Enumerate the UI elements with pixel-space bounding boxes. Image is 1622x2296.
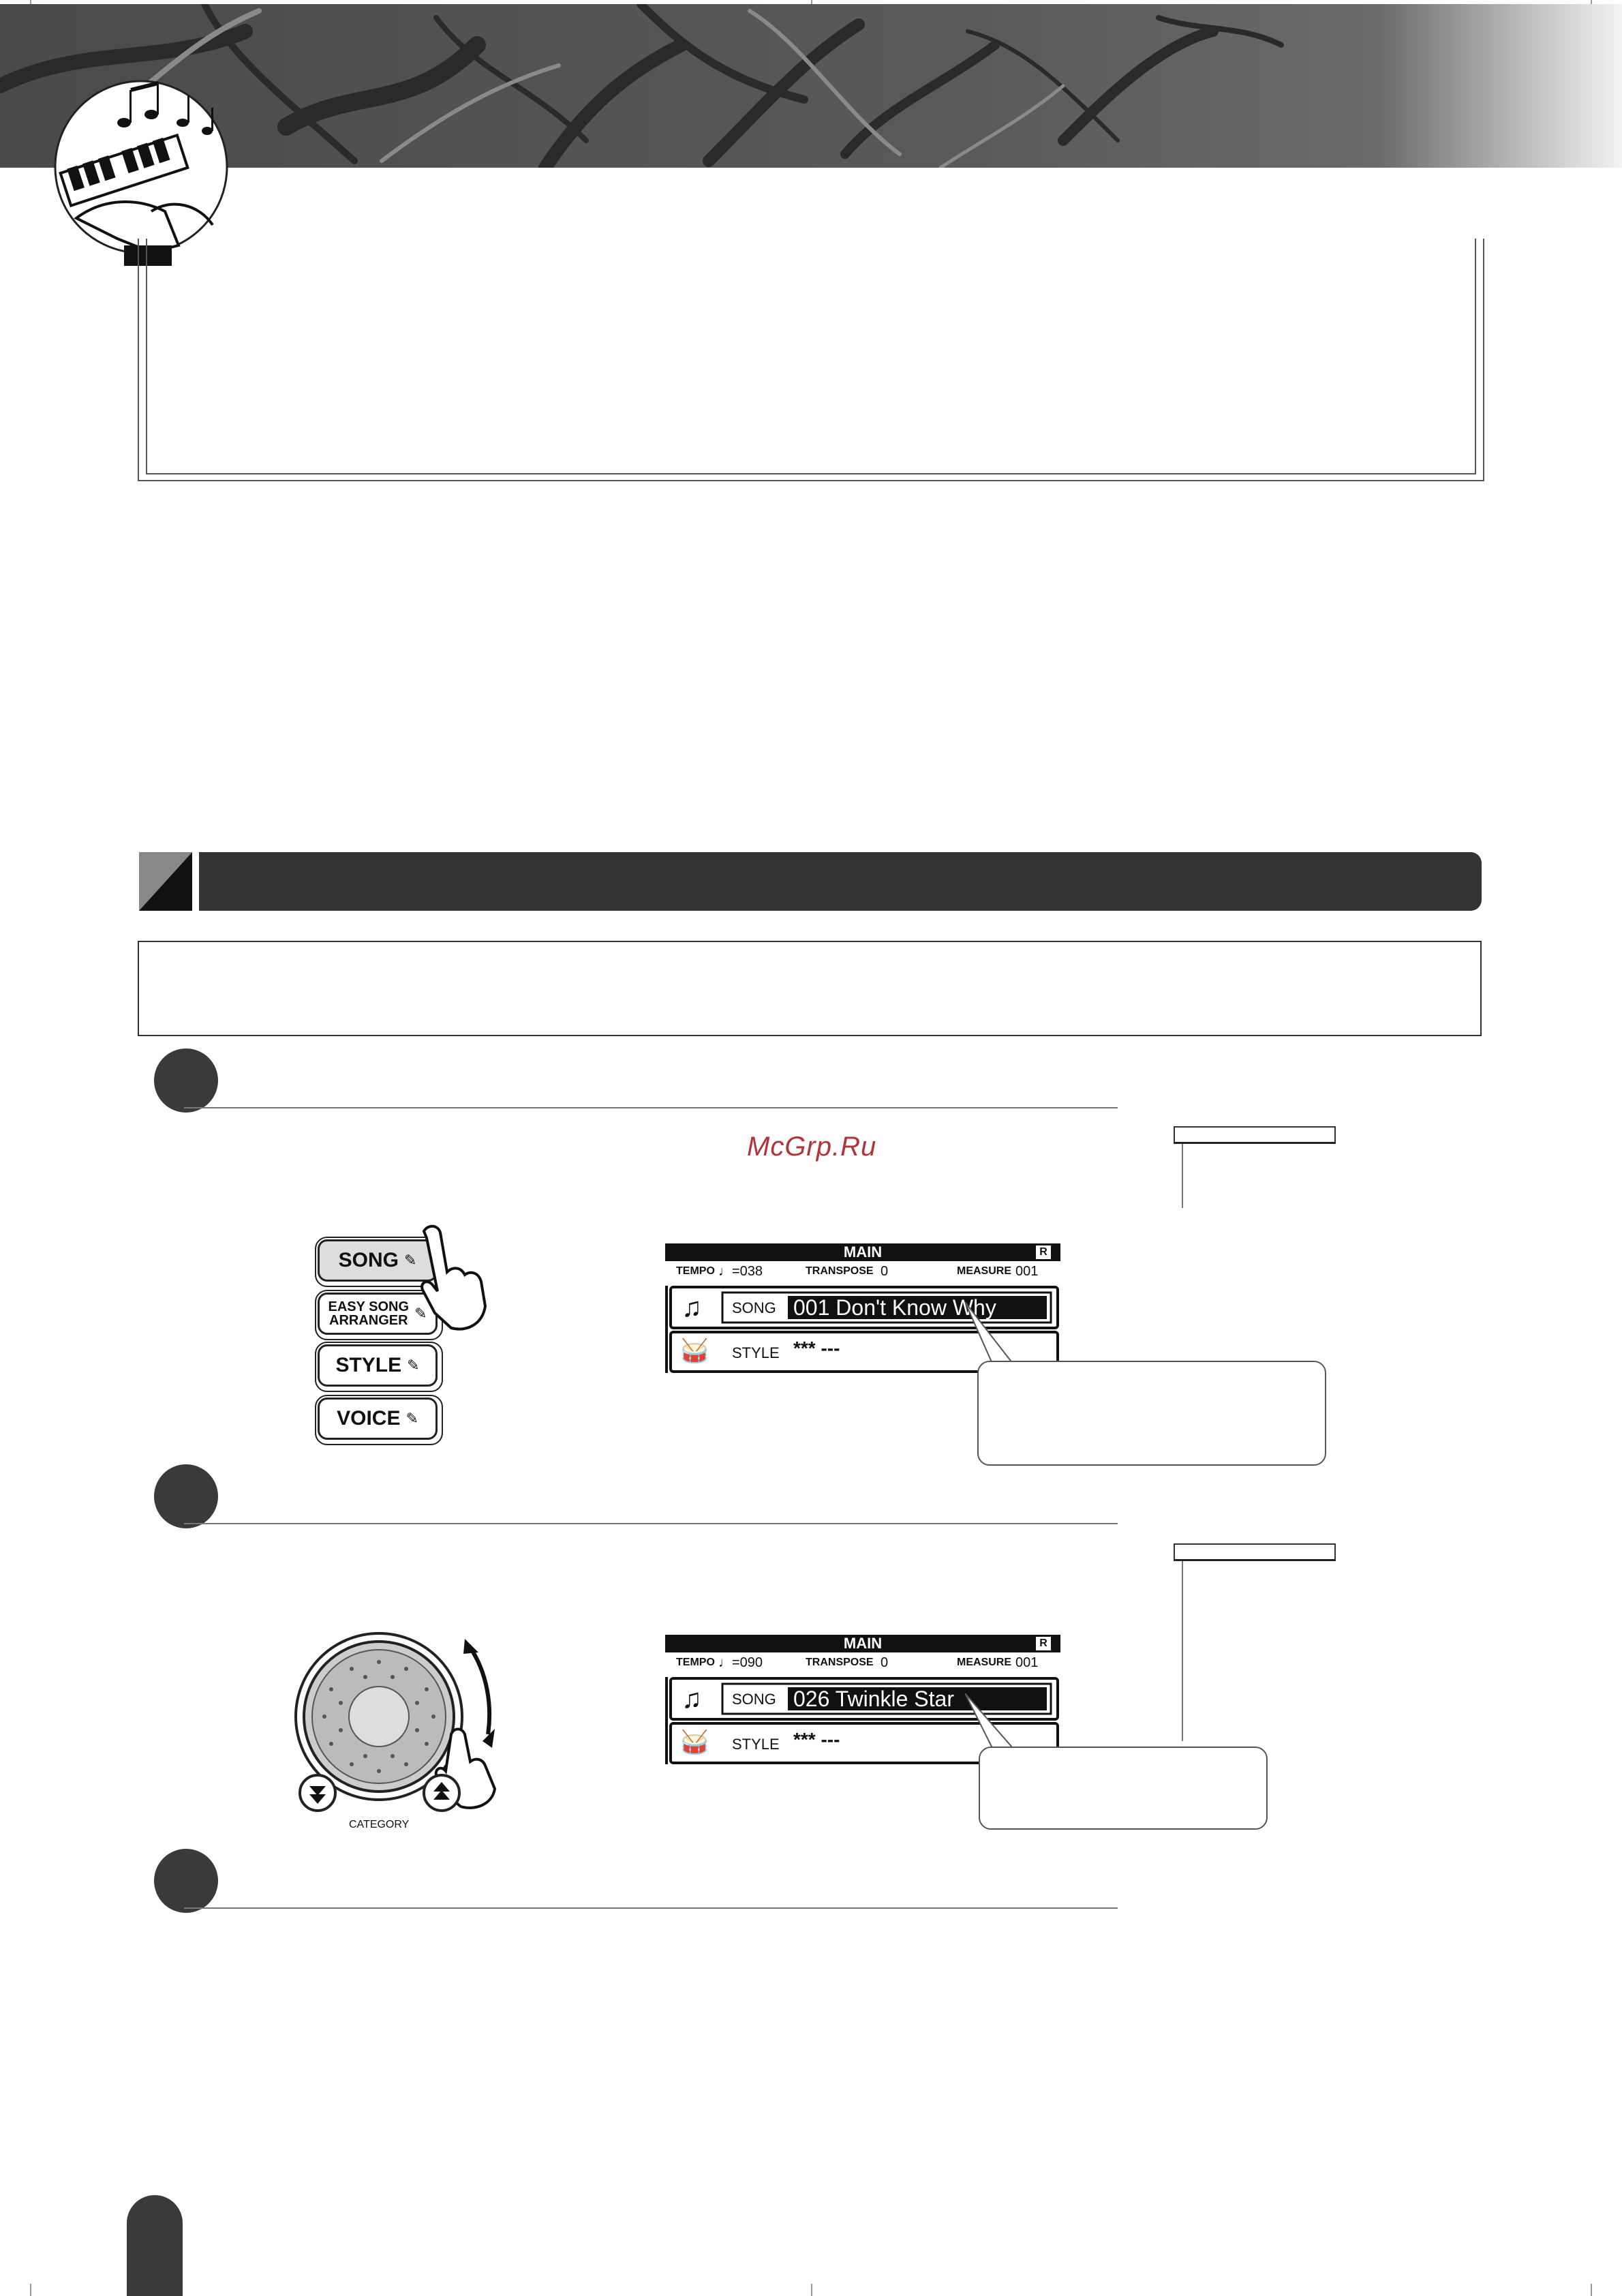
lcd-1-transpose-value: 0 [881, 1264, 889, 1279]
pen-icon: ✎ [414, 1305, 427, 1322]
section-marker-icon [139, 852, 192, 911]
lcd-1-style-value: *** --- [793, 1338, 840, 1359]
pen-icon: ✎ [407, 1357, 420, 1374]
music-note-icon: ♫ [682, 1293, 702, 1323]
lcd-1-style-label: STYLE [732, 1344, 780, 1361]
step-1-marker [154, 1048, 218, 1113]
easy-song-label-line1: EASY SONG [328, 1299, 410, 1314]
lcd-2-song-label: SONG [732, 1691, 776, 1708]
crop-mark [30, 2284, 31, 2296]
song-button-label: SONG [338, 1249, 399, 1271]
easy-song-arranger-label [328, 1300, 410, 1327]
lcd-2-measure-value: 001 [1015, 1655, 1039, 1670]
lcd-2-indicator: R [1039, 1637, 1047, 1649]
easy-song-label-line2: ARRANGER [329, 1313, 408, 1328]
callout-box-2 [979, 1747, 1268, 1830]
crop-mark [811, 2284, 812, 2296]
sidenote-tab-2 [1174, 1543, 1336, 1561]
callout-pointer [965, 1302, 1020, 1370]
lcd-2-song-value: 026 Twinkle Star [793, 1687, 954, 1711]
info-box [138, 941, 1482, 1036]
category-label: CATEGORY [349, 1819, 410, 1830]
lcd-2-tempo-label: TEMPO [676, 1657, 715, 1668]
lcd-2-transpose-label: TRANSPOSE [806, 1657, 874, 1668]
watermark: McGrp.Ru [747, 1132, 877, 1162]
lcd-2-transpose-value: 0 [881, 1655, 889, 1670]
data-dial[interactable] [290, 1632, 515, 1843]
lcd-1-indicator: R [1039, 1246, 1047, 1258]
lcd-1-measure-label: MEASURE [957, 1265, 1012, 1277]
lcd-1-tempo-label: TEMPO [676, 1265, 715, 1277]
piano-hands-music-notes-icon [49, 75, 233, 266]
intro-frame-outer [138, 239, 1484, 481]
crop-mark [1591, 2284, 1592, 2296]
lcd-1-song-value: 001 Don't Know Why [793, 1295, 996, 1320]
lcd-2-title: MAIN [843, 1635, 883, 1652]
callout-pointer [965, 1693, 1020, 1755]
lcd-1-tempo-value: ♩=038 [718, 1264, 763, 1279]
step-3-divider [184, 1907, 1118, 1909]
step-3-marker [154, 1849, 218, 1913]
step-1-divider [184, 1107, 1118, 1108]
drum-icon: 🥁 [680, 1338, 709, 1364]
music-note-icon: ♫ [682, 1684, 702, 1714]
lcd-1-measure-value: 001 [1015, 1264, 1039, 1279]
section-heading-bar [199, 852, 1482, 911]
lcd-1-transpose-label: TRANSPOSE [806, 1265, 874, 1277]
sidenote-line-2 [1182, 1561, 1183, 1741]
pointing-hand-icon [417, 1224, 487, 1333]
sidenote-line-1 [1182, 1144, 1183, 1208]
pen-icon: ✎ [403, 1252, 417, 1269]
drum-icon: 🥁 [680, 1729, 709, 1755]
lcd-2-tempo-value: ♩=090 [718, 1655, 763, 1670]
style-button[interactable] [318, 1344, 438, 1387]
style-button-label: STYLE [335, 1354, 402, 1376]
sidenote-tab-1 [1174, 1126, 1336, 1144]
lcd-1-song-label: SONG [732, 1299, 776, 1316]
callout-box-1 [977, 1361, 1326, 1466]
voice-button-label: VOICE [337, 1407, 401, 1430]
lcd-2-measure-label: MEASURE [957, 1657, 1012, 1668]
header-band [0, 4, 1622, 168]
ribbon-decoration [0, 4, 1622, 168]
voice-button[interactable] [318, 1398, 438, 1440]
page-tab [127, 2195, 183, 2296]
lcd-2-style-value: *** --- [793, 1729, 840, 1750]
lcd-2-style-label: STYLE [732, 1736, 780, 1753]
step-2-divider [184, 1523, 1118, 1524]
pen-icon: ✎ [406, 1410, 418, 1427]
step-2-marker [154, 1464, 218, 1528]
lcd-1-title: MAIN [843, 1243, 883, 1260]
